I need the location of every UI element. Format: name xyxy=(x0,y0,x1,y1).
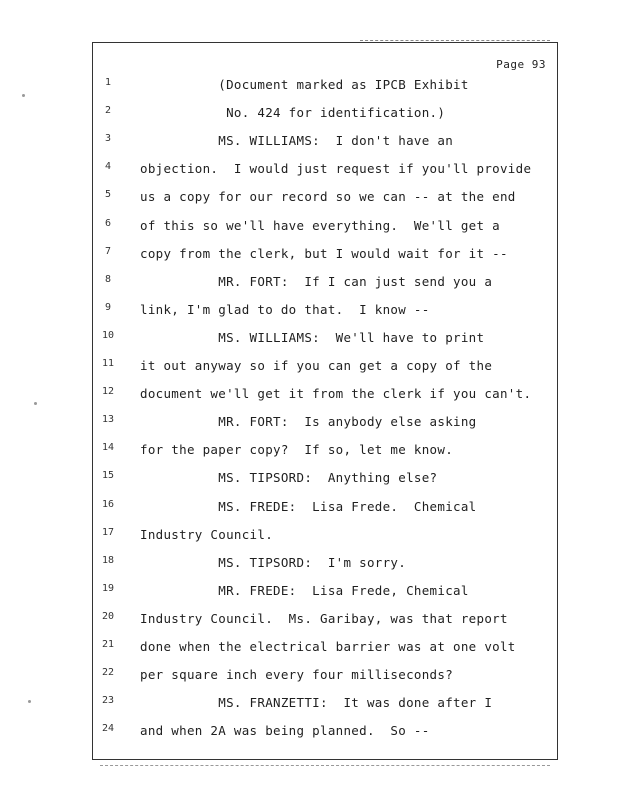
line-number: 7 xyxy=(104,245,112,257)
line-number: 20 xyxy=(101,610,115,622)
line-text: MR. FREDE: Lisa Frede, Chemical xyxy=(140,582,469,598)
transcript-line xyxy=(0,639,618,665)
line-number: 10 xyxy=(101,329,115,341)
line-number: 23 xyxy=(101,695,115,707)
line-text: it out anyway so if you can get a copy of the xyxy=(140,358,493,373)
line-number: 3 xyxy=(104,133,112,145)
transcript-line xyxy=(0,499,618,525)
line-number: 19 xyxy=(101,582,115,594)
transcript-line xyxy=(0,358,618,384)
transcript-line xyxy=(0,161,618,187)
line-number: 6 xyxy=(104,217,112,229)
line-text: done when the electrical barrier was at one volt xyxy=(140,639,516,654)
line-number: 14 xyxy=(101,442,115,454)
scan-speck xyxy=(22,94,25,97)
transcript-line xyxy=(0,189,618,215)
line-number: 12 xyxy=(101,386,115,398)
line-text: No. 424 for identification.) xyxy=(140,105,446,121)
line-text: Industry Council. Ms. Garibay, was that report xyxy=(140,610,508,626)
transcript-line xyxy=(0,667,618,693)
line-text: document we'll get it from the clerk if you can't. xyxy=(140,386,532,402)
line-text: us a copy for our record so we can -- at the end xyxy=(140,189,516,205)
scan-speck xyxy=(28,700,31,703)
line-number: 5 xyxy=(104,189,112,201)
transcript-line xyxy=(0,105,618,131)
line-text: objection. I would just request if you'll provide xyxy=(140,161,532,177)
transcript-line xyxy=(0,386,618,412)
line-text: of this so we'll have everything. We'll get a xyxy=(140,217,500,233)
transcript-line xyxy=(0,414,618,440)
line-text: MS. TIPSORD: Anything else? xyxy=(140,470,438,486)
line-text: link, I'm glad to do that. I know -- xyxy=(140,301,430,317)
line-text: and when 2A was being planned. So -- xyxy=(140,723,430,739)
line-number: 1 xyxy=(104,77,112,88)
transcript-line xyxy=(0,723,618,749)
line-number: 16 xyxy=(101,498,115,510)
line-number: 24 xyxy=(101,723,115,735)
transcript-line xyxy=(0,527,618,553)
line-number: 21 xyxy=(101,639,115,650)
line-number: 13 xyxy=(101,414,115,426)
line-text: Industry Council. xyxy=(140,526,274,542)
transcript-line xyxy=(0,330,618,356)
transcript-line xyxy=(0,133,618,159)
line-number: 17 xyxy=(101,526,115,538)
transcript-line xyxy=(0,695,618,721)
line-number: 2 xyxy=(104,105,112,117)
transcript-line xyxy=(0,583,618,609)
transcript-line xyxy=(0,555,618,581)
line-number: 15 xyxy=(101,470,115,482)
transcript-line xyxy=(0,274,618,300)
page-number: Page 93 xyxy=(496,58,546,71)
transcript-line xyxy=(0,442,618,468)
transcript-line xyxy=(0,611,618,637)
line-text: MR. FORT: Is anybody else asking xyxy=(140,414,477,430)
line-text: per square inch every four milliseconds? xyxy=(140,667,454,683)
line-number: 9 xyxy=(104,301,112,313)
line-text: MS. TIPSORD: I'm sorry. xyxy=(140,554,407,570)
scan-speck xyxy=(34,402,37,405)
transcript-line xyxy=(0,302,618,328)
line-text: (Document marked as IPCB Exhibit xyxy=(140,77,469,92)
line-text: MR. FORT: If I can just send you a xyxy=(140,273,493,289)
line-number: 11 xyxy=(101,358,115,369)
transcript-line xyxy=(0,470,618,496)
line-text: MS. WILLIAMS: I don't have an xyxy=(140,133,454,149)
line-number: 22 xyxy=(101,667,115,679)
bottom-dash-rule xyxy=(100,765,550,768)
line-text: copy from the clerk, but I would wait for it -- xyxy=(140,245,508,261)
line-number: 8 xyxy=(104,273,112,285)
transcript-line xyxy=(0,77,618,103)
line-text: for the paper copy? If so, let me know. xyxy=(140,442,454,458)
transcript-line xyxy=(0,246,618,272)
line-text: MS. WILLIAMS: We'll have to print xyxy=(140,329,485,345)
line-number: 4 xyxy=(104,161,112,173)
transcript-line xyxy=(0,218,618,244)
line-number: 18 xyxy=(101,554,115,566)
line-text: MS. FREDE: Lisa Frede. Chemical xyxy=(140,498,477,514)
line-text: MS. FRANZETTI: It was done after I xyxy=(140,695,493,711)
